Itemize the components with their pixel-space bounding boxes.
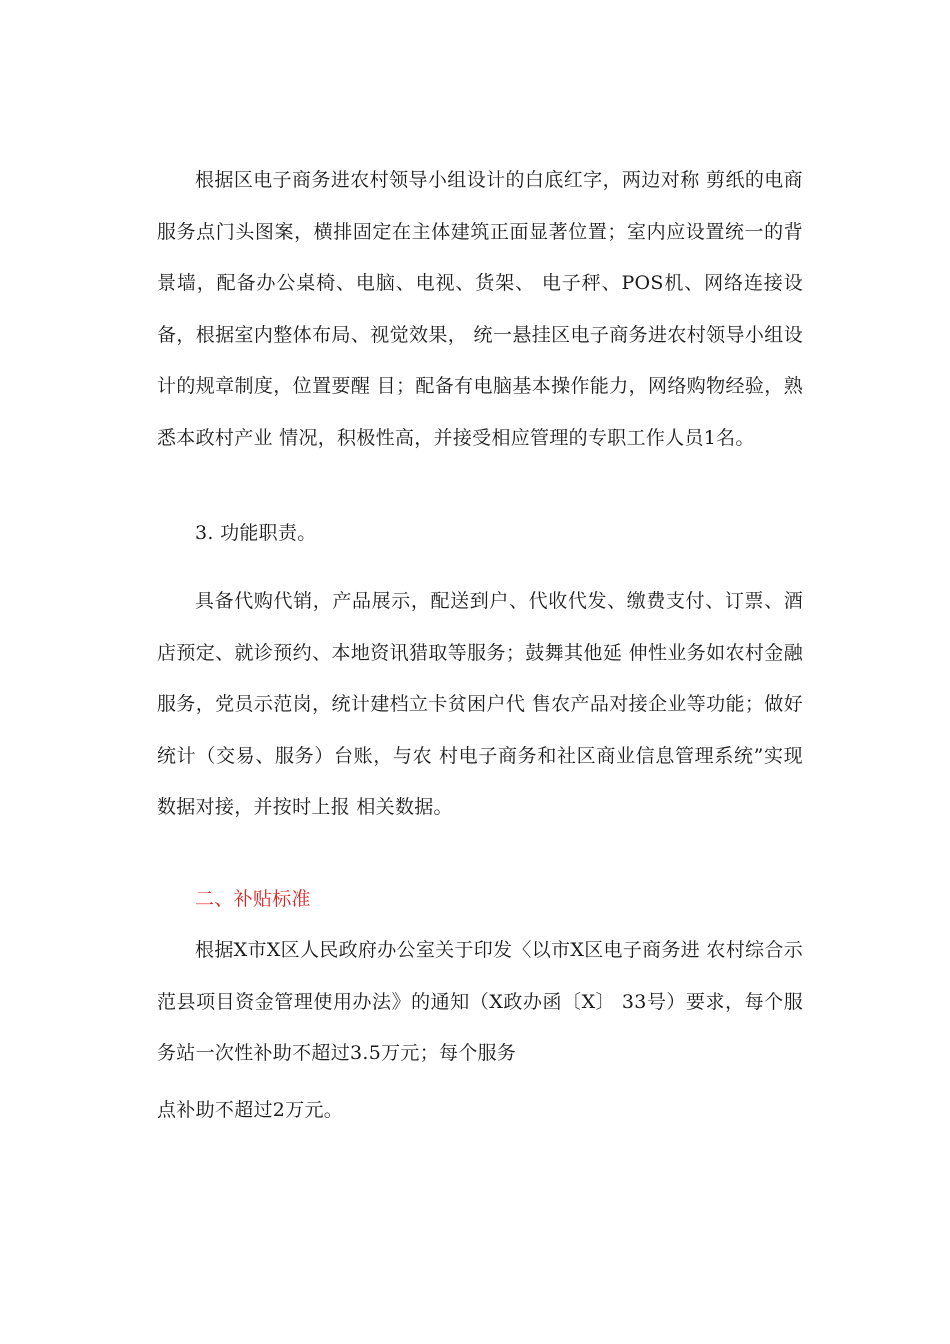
heading-subsidy-standard: 二、补贴标准 — [195, 888, 311, 910]
paragraph-subsidy-last-line: 点补助不超过2万元。 — [157, 1099, 344, 1121]
paragraph-subsidy-detail: 根据X市X区人民政府办公室关于印发〈以市X区电子商务进 农村综合示范县项目资金管理使用办法》的通知（X政办函〔X〕 33号）要求，每个服务站一次性补助不超过3.5万元；每个服务 — [157, 939, 803, 1064]
paragraph-section-functions: 3. 功能职责。 — [195, 522, 317, 544]
paragraph-functions-detail: 具备代购代销，产品展示，配送到户、代收代发、缴费支付、订票、酒店预定、就诊预约、本地资讯猎取等服务；鼓舞其他延 伸性业务如农村金融服务，党员示范岗，统计建档立卡贫困户代 售农产品对接企业等功能；做好统计（交易、服务）台账，与农 村电子商务和社区商业信息管理系统”实现数据对接，并按时上报 相关数据。 — [157, 590, 803, 818]
paragraph-facility-requirements: 根据区电子商务进农村领导小组设计的白底红字，两边对称 剪纸的电商服务点门头图案，横排固定在主体建筑正面显著位置；室内应设置统一的背景墙，配备办公桌椅、电脑、电视、货架、 电子秤、POS机、网络连接设备，根据室内整体布局、视觉效果， 统一悬挂区电子商务进农村领导小组设计的规章制度，位置要醒 目；配备有电脑基本操作能力，网络购物经验，熟悉本政村产业 情况，积极性高，并接受相应管理的专职工作人员1名。 — [157, 169, 803, 449]
